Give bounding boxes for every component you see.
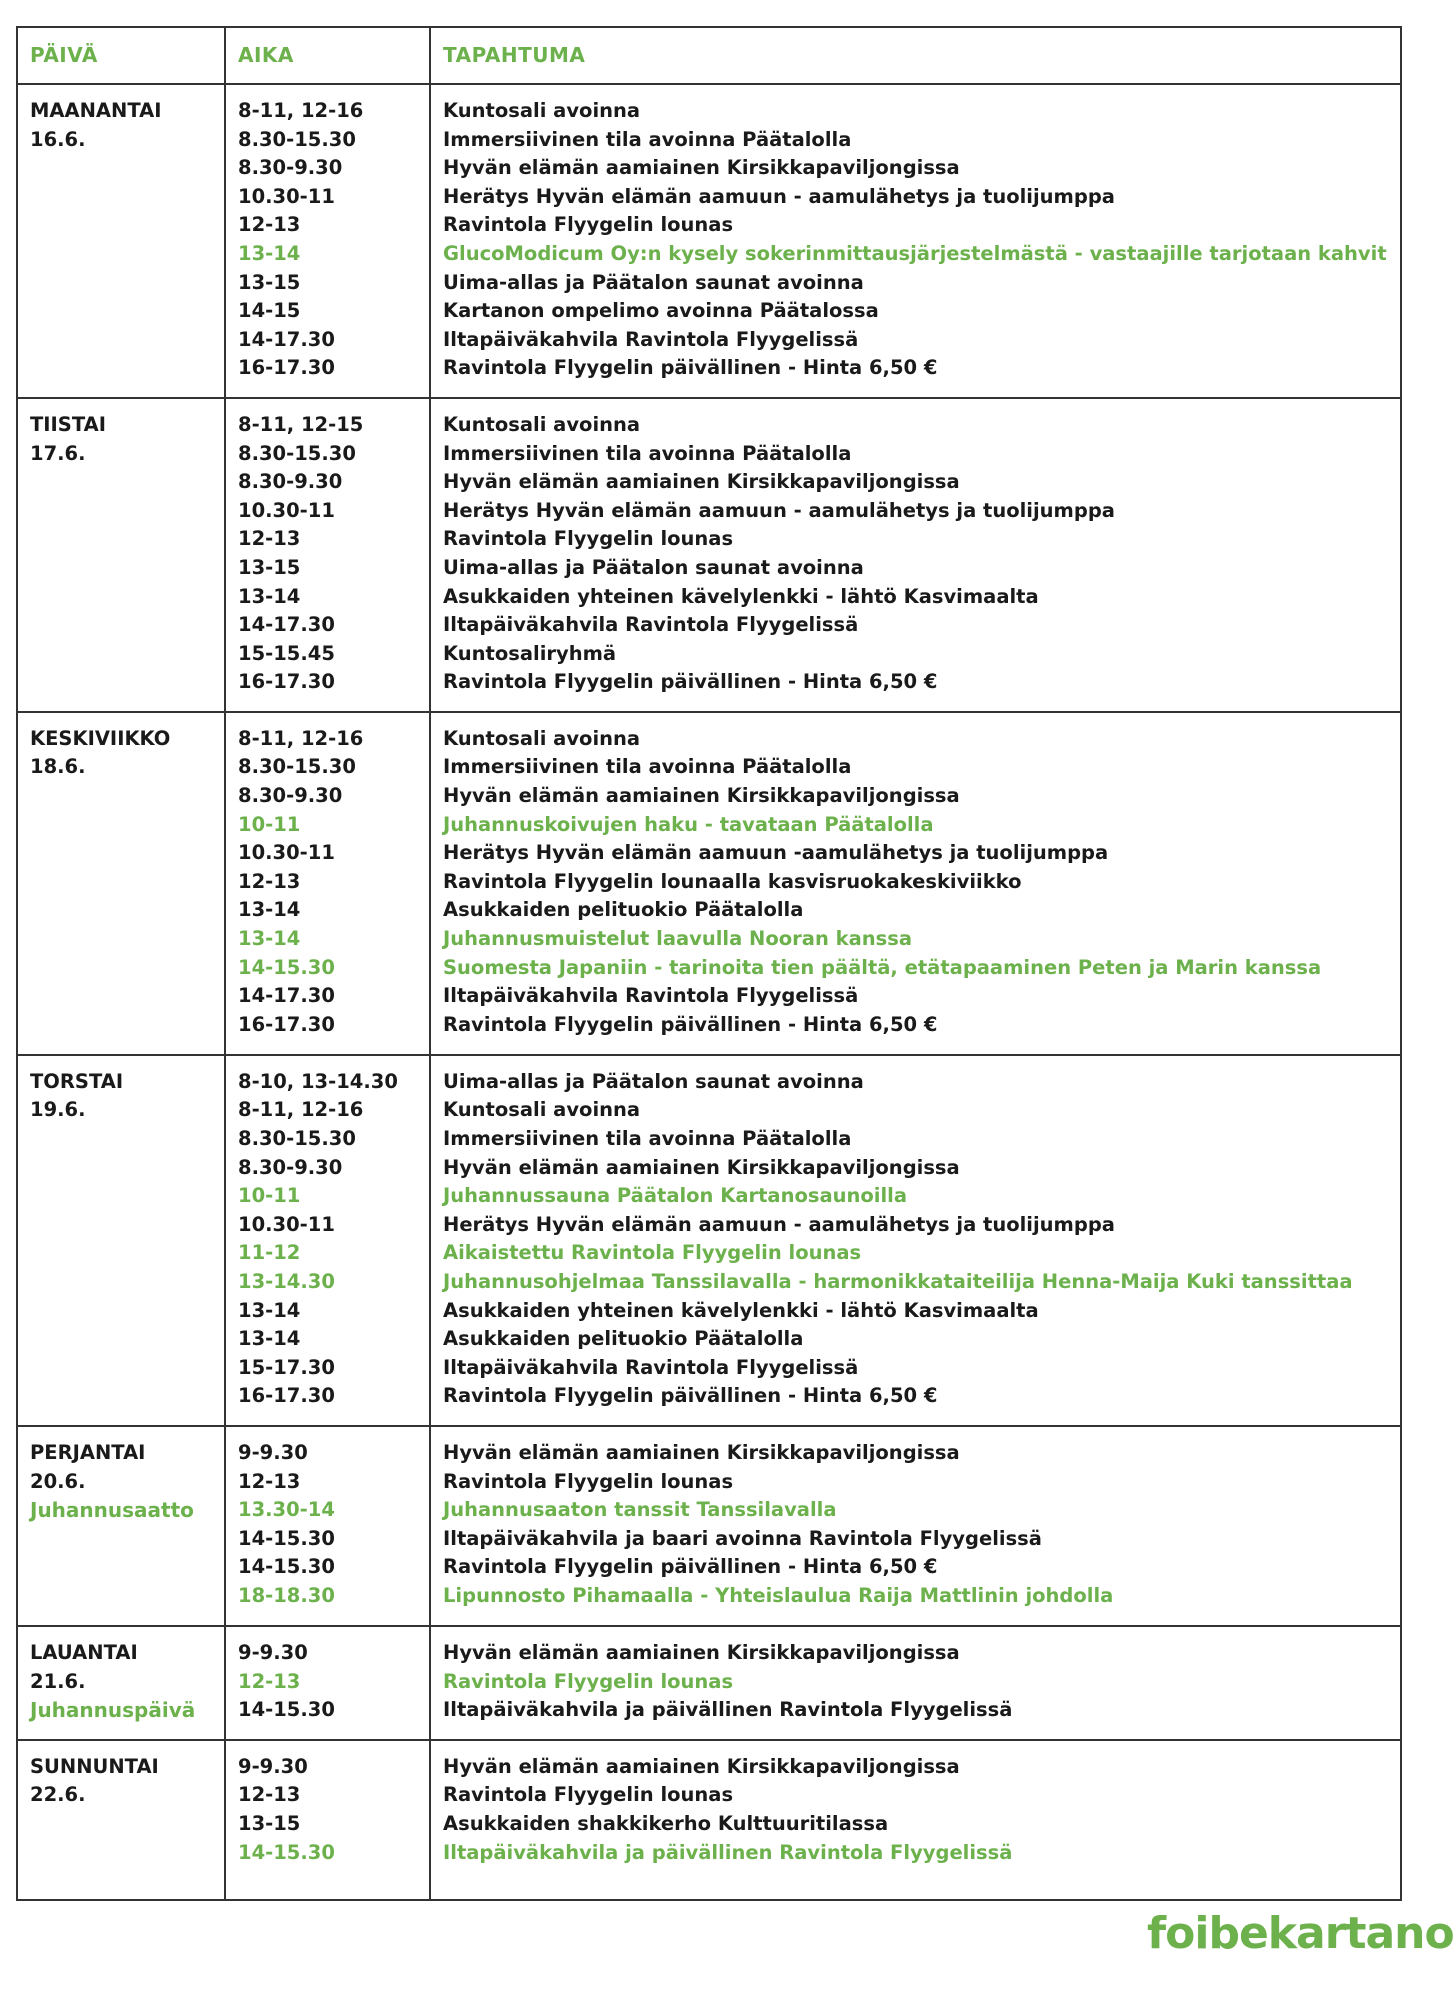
event-title: Ravintola Flyygelin lounas: [443, 1669, 734, 1693]
event-time: 14-15.30: [238, 955, 335, 979]
event-time: 8.30-9.30: [238, 784, 343, 808]
event-time: 9-9.30: [238, 1754, 308, 1778]
time-cell: [225, 712, 430, 1055]
event-time: 13-15: [238, 555, 301, 579]
day-row: [17, 1055, 1401, 1426]
event-time: 12-13: [238, 1469, 301, 1493]
event-title: Iltapäiväkahvila Ravintola Flyygelissä: [443, 1355, 859, 1379]
event-title: Kuntosali avoinna: [443, 99, 641, 122]
event-cell: [430, 1055, 1401, 1426]
day-name: LAUANTAI: [30, 1641, 138, 1664]
event-time: 16-17.30: [238, 356, 335, 380]
event-title: Juhannuskoivujen haku - tavataan Päätalolla: [443, 812, 934, 836]
event-title: Iltapäiväkahvila Ravintola Flyygelissä: [443, 327, 859, 351]
event-time: 8-11, 12-15: [238, 412, 364, 436]
event-title: Uima-allas ja Päätalon saunat avoinna: [443, 555, 864, 579]
event-cell: [430, 398, 1401, 712]
event-title: Ravintola Flyygelin päivällinen - Hinta 6,50 €: [443, 1555, 938, 1579]
event-time: 12-13: [238, 869, 301, 893]
event-time: 8-11, 12-16: [238, 99, 364, 122]
event-title: Asukkaiden shakkikerho Kulttuuritilassa: [443, 1811, 889, 1835]
event-time: 8.30-15.30: [238, 441, 356, 465]
day-name: KESKIVIIKKO: [30, 726, 171, 750]
event-title: Hyvän elämän aamiainen Kirsikkapaviljongissa: [443, 1641, 960, 1664]
event-title: Hyvän elämän aamiainen Kirsikkapaviljongissa: [443, 1441, 960, 1464]
foibekartano-logo: foibekartano: [1147, 1908, 1454, 1959]
event-title: Ravintola Flyygelin päivällinen - Hinta 6,50 €: [443, 1384, 938, 1408]
event-title: Uima-allas ja Päätalon saunat avoinna: [443, 1069, 864, 1093]
event-time: 10.30-11: [238, 498, 335, 522]
event-time: 16-17.30: [238, 1384, 335, 1408]
day-cell: [17, 712, 225, 1055]
day-subtitle: Juhannuspäivä: [30, 1698, 196, 1723]
event-time: 8.30-15.30: [238, 127, 356, 151]
day-date: 20.6.: [30, 1469, 86, 1493]
event-title: Hyvän elämän aamiainen Kirsikkapaviljongissa: [443, 1754, 960, 1778]
day-row: [17, 84, 1401, 398]
event-title: Asukkaiden pelituokio Päätalolla: [443, 1327, 804, 1351]
event-title: Juhannusohjelmaa Tanssilavalla - harmonikkataiteilija Henna-Maija Kuki tanssittaa: [443, 1270, 1353, 1294]
time-cell: [225, 1426, 430, 1626]
event-title: Hyvän elämän aamiainen Kirsikkapaviljongissa: [443, 470, 960, 494]
event-time: 10.30-11: [238, 841, 335, 865]
event-time: 9-9.30: [238, 1641, 308, 1664]
event-title: Lipunnosto Pihamaalla - Yhteislaulua Raija Mattlinin johdolla: [443, 1583, 1114, 1607]
event-cell: [430, 1626, 1401, 1740]
day-name: TIISTAI: [30, 412, 106, 436]
event-title: Hyvän elämän aamiainen Kirsikkapaviljongissa: [443, 784, 960, 808]
day-row: [17, 1626, 1401, 1740]
event-title: Ravintola Flyygelin lounas: [443, 1469, 734, 1493]
event-time: 13.30-14: [238, 1498, 335, 1522]
event-time: 13-14: [238, 241, 301, 265]
event-title: Ravintola Flyygelin lounaalla kasvisruokakeskiviikko: [443, 869, 1022, 893]
day-row: [17, 398, 1401, 712]
event-time: 14-15.30: [238, 1698, 335, 1722]
day-cell: [17, 1426, 225, 1626]
event-title: Immersiivinen tila avoinna Päätalolla: [443, 441, 852, 465]
event-time: 13-14: [238, 1327, 301, 1351]
event-title: Iltapäiväkahvila ja päivällinen Ravintola Flyygelissä: [443, 1840, 1013, 1864]
day-row: [17, 1740, 1401, 1900]
event-cell: [430, 84, 1401, 398]
event-title: Suomesta Japaniin - tarinoita tien päältä, etätapaaminen Peten ja Marin kanssa: [443, 955, 1322, 979]
event-time: 18-18.30: [238, 1583, 335, 1607]
event-title: Juhannusmuistelut laavulla Nooran kanssa: [443, 927, 912, 951]
time-cell: [225, 1055, 430, 1426]
day-cell: [17, 1055, 225, 1426]
event-title: Iltapäiväkahvila Ravintola Flyygelissä: [443, 984, 859, 1008]
event-time: 13-15: [238, 270, 301, 294]
event-time: 13-14: [238, 898, 301, 922]
event-title: Kuntosali avoinna: [443, 726, 641, 750]
header-row: [17, 27, 1401, 84]
event-title: Herätys Hyvän elämän aamuun - aamulähetys ja tuolijumppa: [443, 184, 1115, 208]
event-time: 12-13: [238, 527, 301, 551]
event-title: Iltapäiväkahvila Ravintola Flyygelissä: [443, 613, 859, 637]
event-time: 13-14: [238, 1298, 301, 1322]
header-day: PÄIVÄ: [17, 27, 225, 84]
event-time: 12-13: [238, 1669, 301, 1693]
day-date: 19.6.: [30, 1098, 86, 1122]
day-cell: [17, 398, 225, 712]
event-time: 14-15.30: [238, 1555, 335, 1579]
event-time: 9-9.30: [238, 1441, 308, 1464]
event-title: Ravintola Flyygelin lounas: [443, 1783, 734, 1807]
day-date: 22.6.: [30, 1783, 86, 1807]
day-cell: [17, 1740, 225, 1900]
event-time: 14-15.30: [238, 1526, 335, 1550]
event-cell: [430, 1426, 1401, 1626]
event-title: Kuntosaliryhmä: [443, 641, 617, 665]
event-title: Juhannussauna Päätalon Kartanosaunoilla: [443, 1184, 908, 1208]
event-time: 15-17.30: [238, 1355, 335, 1379]
event-title: Herätys Hyvän elämän aamuun - aamulähetys ja tuolijumppa: [443, 1212, 1115, 1236]
day-cell: [17, 1626, 225, 1740]
event-time: 12-13: [238, 213, 301, 237]
event-title: Aikaistettu Ravintola Flyygelin lounas: [443, 1241, 862, 1265]
event-title: Kuntosali avoinna: [443, 412, 641, 436]
event-title: Immersiivinen tila avoinna Päätalolla: [443, 127, 852, 151]
event-time: 16-17.30: [238, 670, 335, 694]
event-time: 11-12: [238, 1241, 301, 1265]
header-event: TAPAHTUMA: [430, 27, 1401, 84]
event-time: 14-17.30: [238, 613, 335, 637]
day-row: [17, 1426, 1401, 1626]
day-row: [17, 712, 1401, 1055]
time-cell: [225, 398, 430, 712]
event-title: Asukkaiden yhteinen kävelylenkki - lähtö Kasvimaalta: [443, 584, 1039, 608]
day-subtitle: Juhannusaatto: [30, 1498, 194, 1523]
event-time: 8-11, 12-16: [238, 1098, 364, 1122]
event-title: Immersiivinen tila avoinna Päätalolla: [443, 1127, 852, 1151]
event-title: Herätys Hyvän elämän aamuun - aamulähetys ja tuolijumppa: [443, 498, 1115, 522]
event-title: Hyvän elämän aamiainen Kirsikkapaviljongissa: [443, 1155, 960, 1179]
event-time: 13-15: [238, 1811, 301, 1835]
schedule-body: [17, 84, 1401, 1900]
event-cell: [430, 1740, 1401, 1900]
event-title: Kartanon ompelimo avoinna Päätalossa: [443, 299, 879, 323]
event-time: 8.30-9.30: [238, 1155, 343, 1179]
event-time: 14-15: [238, 299, 301, 323]
event-title: Ravintola Flyygelin päivällinen - Hinta 6,50 €: [443, 670, 938, 694]
time-cell: [225, 1740, 430, 1900]
day-date: 17.6.: [30, 441, 86, 465]
event-cell: [430, 712, 1401, 1055]
event-time: 8.30-9.30: [238, 156, 343, 180]
event-time: 10-11: [238, 1184, 301, 1208]
day-name: TORSTAI: [30, 1069, 124, 1093]
event-title: Uima-allas ja Päätalon saunat avoinna: [443, 270, 864, 294]
event-time: 14-17.30: [238, 327, 335, 351]
day-name: MAANANTAI: [30, 99, 162, 122]
event-title: Juhannusaaton tanssit Tanssilavalla: [443, 1498, 837, 1522]
day-date: 21.6.: [30, 1669, 86, 1693]
event-title: Asukkaiden yhteinen kävelylenkki - lähtö Kasvimaalta: [443, 1298, 1039, 1322]
event-title: Immersiivinen tila avoinna Päätalolla: [443, 755, 852, 779]
event-title: Ravintola Flyygelin päivällinen - Hinta 6,50 €: [443, 356, 938, 380]
event-title: Hyvän elämän aamiainen Kirsikkapaviljongissa: [443, 156, 960, 180]
event-time: 8.30-15.30: [238, 755, 356, 779]
event-time: 10.30-11: [238, 184, 335, 208]
time-cell: [225, 84, 430, 398]
event-title: Asukkaiden pelituokio Päätalolla: [443, 898, 804, 922]
event-time: 14-15.30: [238, 1840, 335, 1864]
day-name: PERJANTAI: [30, 1441, 146, 1464]
event-time: 13-14.30: [238, 1270, 335, 1294]
event-time: 12-13: [238, 1783, 301, 1807]
event-title: Iltapäiväkahvila ja päivällinen Ravintola Flyygelissä: [443, 1698, 1013, 1722]
event-time: 8.30-15.30: [238, 1127, 356, 1151]
day-date: 18.6.: [30, 755, 86, 779]
event-time: 10-11: [238, 812, 301, 836]
event-time: 10.30-11: [238, 1212, 335, 1236]
event-time: 13-14: [238, 927, 301, 951]
header-time: AIKA: [225, 27, 430, 84]
event-title: GlucoModicum Oy:n kysely sokerinmittausjärjestelmästä - vastaajille tarjotaan kahvit: [443, 241, 1387, 265]
event-time: 15-15.45: [238, 641, 335, 665]
event-title: Ravintola Flyygelin päivällinen - Hinta 6,50 €: [443, 1012, 938, 1036]
time-cell: [225, 1626, 430, 1740]
event-title: Ravintola Flyygelin lounas: [443, 213, 734, 237]
event-time: 8.30-9.30: [238, 470, 343, 494]
event-time: 8-11, 12-16: [238, 726, 364, 750]
event-title: Iltapäiväkahvila ja baari avoinna Ravintola Flyygelissä: [443, 1526, 1042, 1550]
day-name: SUNNUNTAI: [30, 1754, 159, 1778]
day-cell: [17, 84, 225, 398]
day-date: 16.6.: [30, 127, 86, 151]
event-title: Ravintola Flyygelin lounas: [443, 527, 734, 551]
event-time: 13-14: [238, 584, 301, 608]
event-title: Kuntosali avoinna: [443, 1098, 641, 1122]
event-time: 14-17.30: [238, 984, 335, 1008]
event-time: 16-17.30: [238, 1012, 335, 1036]
schedule-table: [16, 26, 1402, 1901]
event-title: Herätys Hyvän elämän aamuun -aamulähetys ja tuolijumppa: [443, 841, 1109, 865]
event-time: 8-10, 13-14.30: [238, 1069, 398, 1093]
